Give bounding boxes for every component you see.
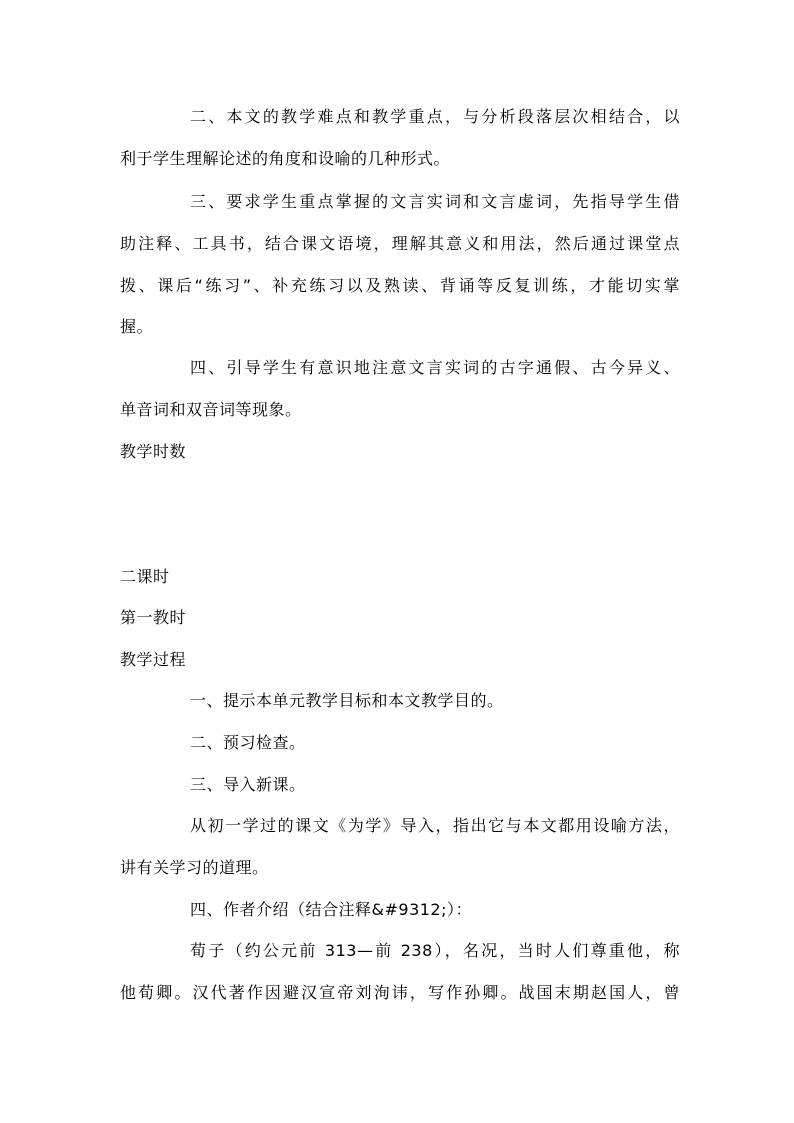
intro-line-2: 讲有关学习的道理。 xyxy=(120,858,269,877)
author-line-1: 荀子（约公元前 313—前 238），名况，当时人们尊重他，称 xyxy=(190,941,680,960)
paragraph-4-line-2: 单音词和双音词等现象。 xyxy=(120,400,302,419)
paragraph-3-line-3: 拨、课后“练习”、补充练习以及熟读、背诵等反复训练，才能切实掌 xyxy=(120,276,680,295)
intro-line-1: 从初一学过的课文《为学》导入，指出它与本文都用设喻方法， xyxy=(190,816,680,835)
paragraph-2-line-1: 二、本文的教学难点和教学重点，与分析段落层次相结合，以 xyxy=(190,107,680,126)
paragraph-2-line-2: 利于学生理解论述的角度和设喻的几种形式。 xyxy=(120,149,451,168)
process-step-3: 三、导入新课。 xyxy=(190,775,306,794)
paragraph-3-line-4: 握。 xyxy=(120,317,154,336)
teaching-hours-value: 二课时 xyxy=(120,567,170,586)
heading-teaching-process: 教学过程 xyxy=(120,650,187,669)
paragraph-3-line-1: 三、要求学生重点掌握的文言实词和文言虚词，先指导学生借 xyxy=(190,192,680,211)
heading-first-session: 第一教时 xyxy=(120,608,187,627)
paragraph-3-line-2: 助注释、工具书，结合课文语境，理解其意义和用法，然后通过课堂点 xyxy=(120,234,680,253)
heading-teaching-hours: 教学时数 xyxy=(120,442,187,461)
author-line-2: 他荀卿。汉代著作因避汉宣帝刘洵讳，写作孙卿。战国末期赵国人，曾 xyxy=(120,983,680,1002)
process-step-1: 一、提示本单元教学目标和本文教学目的。 xyxy=(190,691,504,710)
process-step-2: 二、预习检查。 xyxy=(190,733,306,752)
paragraph-4-line-1: 四、引导学生有意识地注意文言实词的古字通假、古今异义、 xyxy=(190,358,680,377)
process-step-4: 四、作者介绍（结合注释&#9312;）： xyxy=(190,900,472,919)
